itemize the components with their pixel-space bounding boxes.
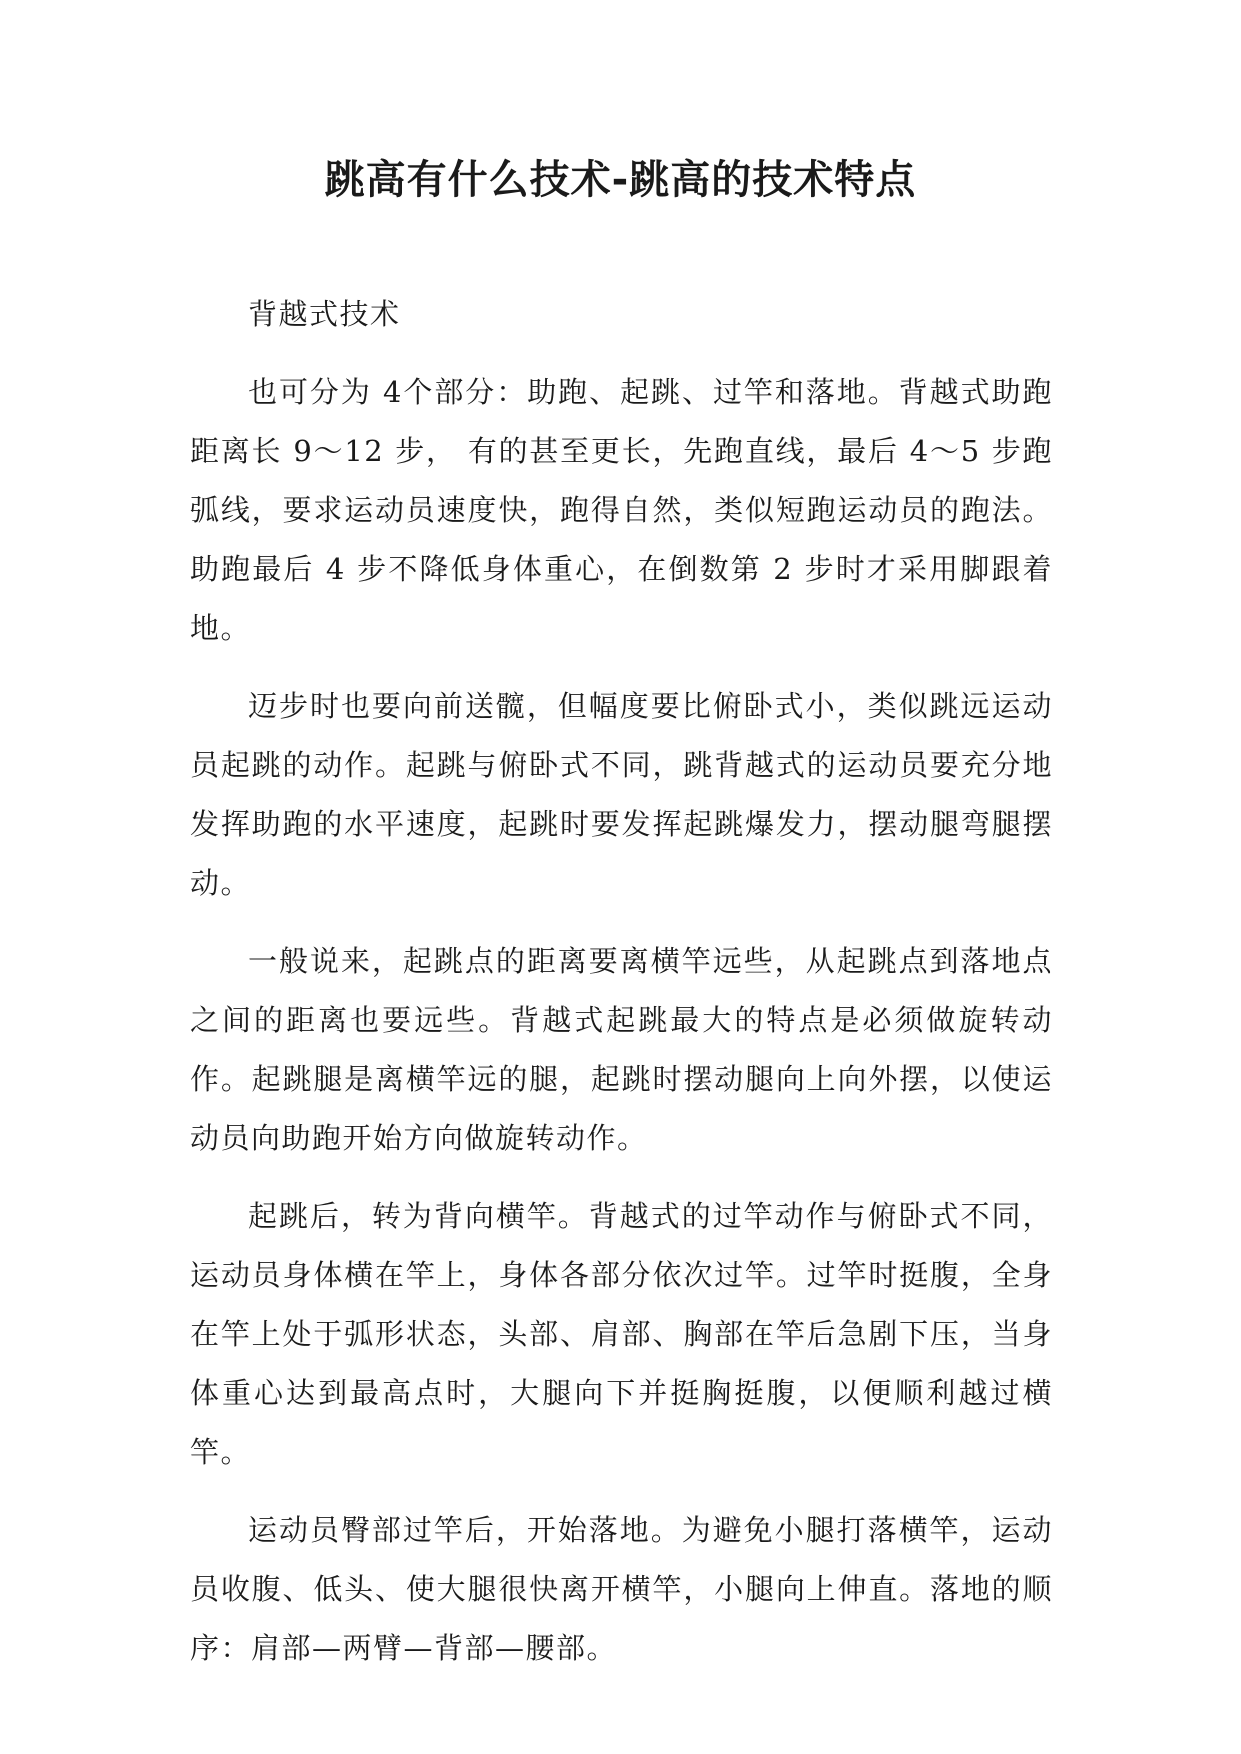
paragraph-1: 也可分为 4个部分：助跑、起跳、过竿和落地。背越式助跑距离长 9～12 步， 有的甚至更长，先跑直线，最后 4～5 步跑弧线，要求运动员速度快，跑得自然，类似短跑运动员的跑法。助跑最后 4 步不降低身体重心，在倒数第 2 步时才采用脚跟着地。 bbox=[190, 375, 1053, 645]
document-body bbox=[190, 285, 1053, 1678]
paragraph-2: 迈步时也要向前送髋，但幅度要比俯卧式小，类似跳远运动员起跳的动作。起跳与俯卧式不同，跳背越式的运动员要充分地发挥助跑的水平速度，起跳时要发挥起跳爆发力，摆动腿弯腿摆动。 bbox=[190, 689, 1053, 900]
document-title: 跳高有什么技术-跳高的技术特点 bbox=[324, 157, 917, 203]
paragraph-3: 一般说来，起跳点的距离要离横竿远些，从起跳点到落地点之间的距离也要远些。背越式起跳最大的特点是必须做旋转动作。起跳腿是离横竿远的腿，起跳时摆动腿向上向外摆，以使运动员向助跑开始方向做旋转动作。 bbox=[190, 944, 1053, 1155]
paragraph-4: 起跳后，转为背向横竿。背越式的过竿动作与俯卧式不同，运动员身体横在竿上，身体各部分依次过竿。过竿时挺腹，全身在竿上处于弧形状态，头部、肩部、胸部在竿后急剧下压，当身体重心达到最高点时，大腿向下并挺胸挺腹，以便顺利越过横竿。 bbox=[190, 1199, 1053, 1469]
paragraph-5: 运动员臀部过竿后，开始落地。为避免小腿打落横竿，运动员收腹、低头、使大腿很快离开横竿，小腿向上伸直。落地的顺序：肩部—两臂—背部—腰部。 bbox=[190, 1513, 1053, 1665]
section-heading: 背越式技术 bbox=[248, 297, 401, 331]
